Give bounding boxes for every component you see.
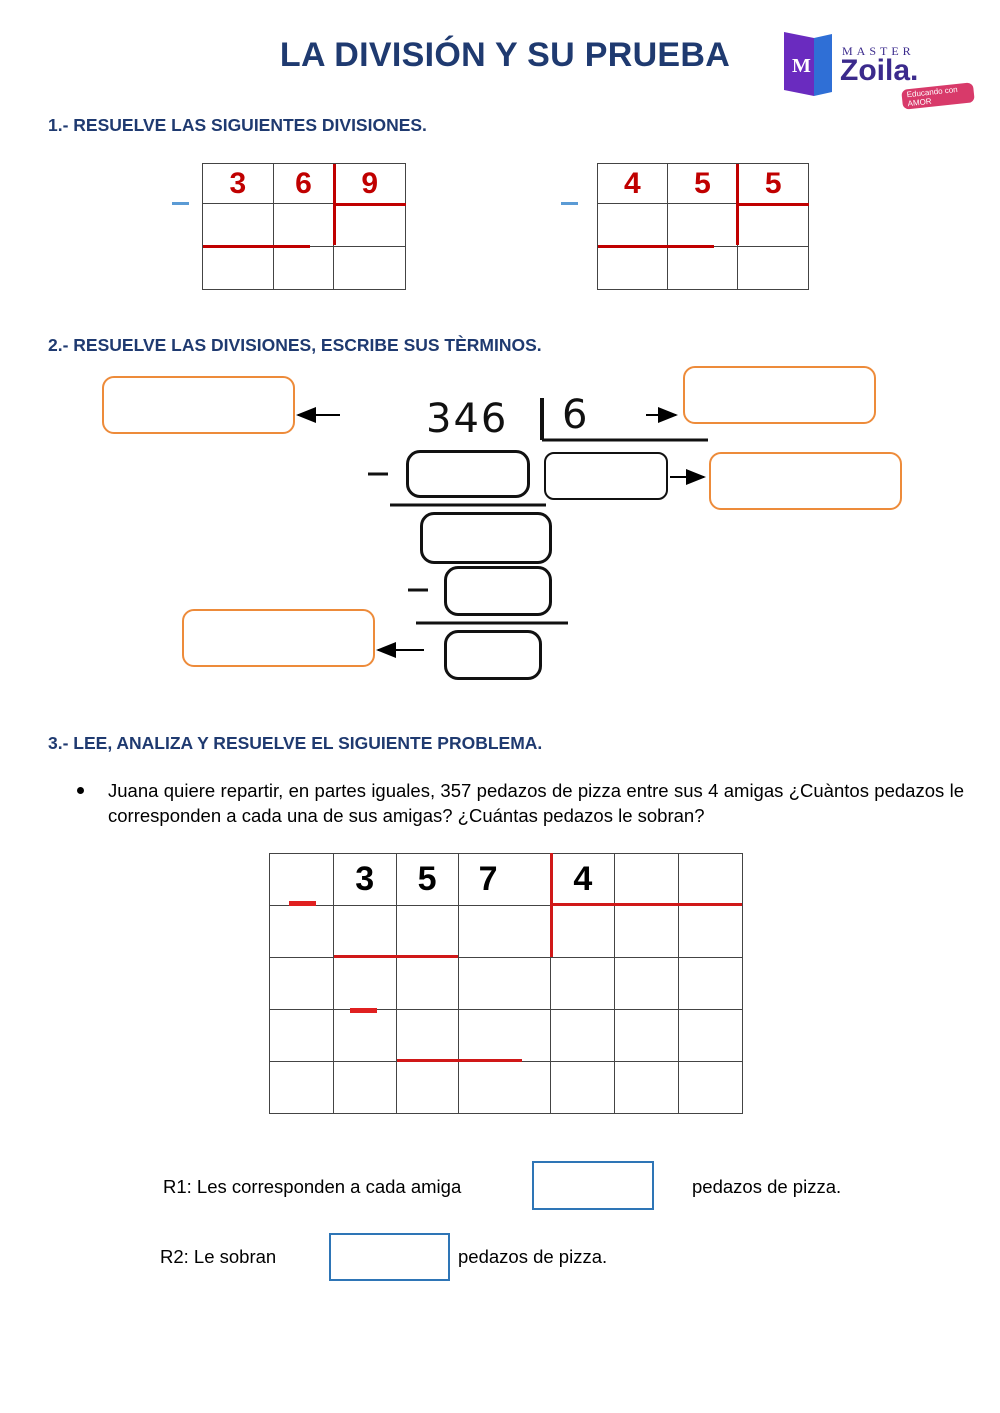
minus-sign xyxy=(289,901,316,906)
r1-answer-input[interactable] xyxy=(532,1161,654,1210)
answer-cell[interactable] xyxy=(333,1010,396,1062)
answer-cell[interactable] xyxy=(396,958,458,1010)
r2-suffix: pedazos de pizza. xyxy=(458,1246,608,1267)
divisor-cell: 4 xyxy=(551,854,615,906)
answer-cell[interactable] xyxy=(270,958,334,1010)
answer-cell[interactable] xyxy=(333,906,396,958)
subtraction-line xyxy=(397,1059,522,1062)
r1-suffix: pedazos de pizza. xyxy=(692,1176,842,1197)
answer-cell[interactable] xyxy=(679,1010,743,1062)
answer-cell[interactable] xyxy=(551,1062,615,1114)
page-title: LA DIVISIÓN Y SU PRUEBA xyxy=(279,36,731,74)
quotient-input[interactable] xyxy=(544,452,668,500)
answer-cell[interactable] xyxy=(551,958,615,1010)
answer-cell[interactable] xyxy=(615,958,679,1010)
answer-cell[interactable] xyxy=(396,1062,458,1114)
divisor-cell: 9 xyxy=(334,164,406,204)
section1-heading: 1.- RESUELVE LAS SIGUIENTES DIVISIONES. xyxy=(48,115,427,135)
answer-cell[interactable] xyxy=(396,1010,458,1062)
digit-cell: 7 xyxy=(458,854,551,906)
digit-cell: 5 xyxy=(667,164,738,204)
subtrahend-input-1[interactable] xyxy=(406,450,530,498)
logo-mark-letter: M xyxy=(792,55,811,77)
logo-name: Zoila. xyxy=(840,54,919,87)
logo-tagline: Educando con AMOR xyxy=(901,82,975,109)
quotient-cell[interactable] xyxy=(679,906,743,958)
subtrahend-input-2[interactable] xyxy=(444,566,552,616)
bullet-icon xyxy=(77,787,84,794)
digit-cell: 3 xyxy=(333,854,396,906)
minus-sign xyxy=(350,1008,377,1013)
partial-remainder-input[interactable] xyxy=(420,512,552,564)
answer-cell[interactable] xyxy=(615,1062,679,1114)
dividend-number: 346 xyxy=(426,396,509,442)
answer-cell[interactable] xyxy=(333,958,396,1010)
answer-cell[interactable] xyxy=(458,958,551,1010)
logo-master-text: MASTER xyxy=(842,44,915,58)
subtraction-line xyxy=(334,955,458,958)
section3-heading: 3.- LEE, ANALIZA Y RESUELVE EL SIGUIENTE PROBLEMA. xyxy=(48,733,543,753)
answer-cell[interactable] xyxy=(551,1010,615,1062)
answer-cell[interactable] xyxy=(270,1062,334,1114)
r2-answer-input[interactable] xyxy=(329,1233,450,1281)
remainder-input[interactable] xyxy=(444,630,542,680)
answer-cell[interactable] xyxy=(679,854,743,906)
answer-cell[interactable] xyxy=(333,1062,396,1114)
answer-cell[interactable] xyxy=(458,1062,551,1114)
section2-heading: 2.- RESUELVE LAS DIVISIONES, ESCRIBE SUS TÈRMINOS. xyxy=(48,335,542,355)
divisor-cell: 5 xyxy=(738,164,809,204)
quotient-cell[interactable] xyxy=(615,906,679,958)
answer-cell[interactable] xyxy=(679,1062,743,1114)
answer-cell[interactable] xyxy=(615,1010,679,1062)
problem-text: Juana quiere repartir, en partes iguales, 357 pedazos de pizza entre sus 4 amigas ¿Cuàntos pedazos le corresponden a cada una de sus amigas? ¿Cuántas pedazos le sobran? xyxy=(108,780,964,826)
answer-cell[interactable] xyxy=(679,958,743,1010)
answer-cell[interactable] xyxy=(270,854,334,906)
answer-cell[interactable] xyxy=(458,1010,551,1062)
answer-cell[interactable] xyxy=(270,1010,334,1062)
r1-label: R1: Les corresponden a cada amiga xyxy=(163,1176,462,1197)
digit-cell: 6 xyxy=(273,164,334,204)
answer-cell[interactable] xyxy=(396,906,458,958)
division-bracket-horizontal xyxy=(551,903,742,906)
problem-division-grid xyxy=(269,853,743,1114)
digit-cell: 4 xyxy=(598,164,668,204)
answer-cell[interactable] xyxy=(615,854,679,906)
r2-label: R2: Le sobran xyxy=(160,1246,277,1267)
answer-cell[interactable] xyxy=(270,906,334,958)
digit-cell: 3 xyxy=(203,164,274,204)
quotient-cell[interactable] xyxy=(551,906,615,958)
answer-cell[interactable] xyxy=(458,906,551,958)
digit-cell: 5 xyxy=(396,854,458,906)
divisor-number: 6 xyxy=(562,392,588,438)
